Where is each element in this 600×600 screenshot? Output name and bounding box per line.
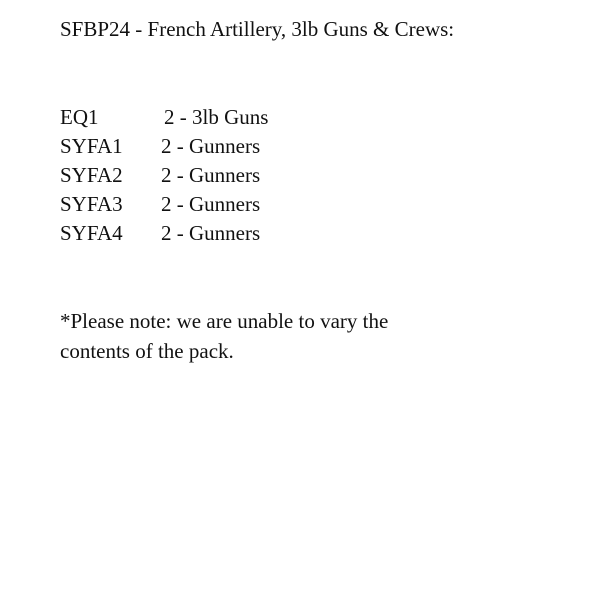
item-description: 2 - Gunners — [161, 163, 261, 187]
product-description-page: SFBP24 - French Artillery, 3lb Guns & Crews: EQ1 2 - 3lb Guns SYFA1 2 - Gunners SYFA2 2 - Gunners SYFA3 2 - Gunners SYFA4 2 - Gunners *Please note: we are unable to vary the contents of the pack. — [0, 0, 600, 600]
note-line: *Please note: we are unable to vary the — [60, 309, 389, 333]
item-description: 2 - 3lb Guns — [164, 105, 269, 129]
pack-note — [60, 306, 480, 366]
note-line: contents of the pack. — [60, 339, 234, 363]
item-description: 2 - Gunners — [161, 221, 261, 245]
pack-title: SFBP24 - French Artillery, 3lb Guns & Crews: — [60, 17, 455, 41]
item-description: 2 - Gunners — [161, 134, 261, 158]
item-description: 2 - Gunners — [161, 192, 261, 216]
